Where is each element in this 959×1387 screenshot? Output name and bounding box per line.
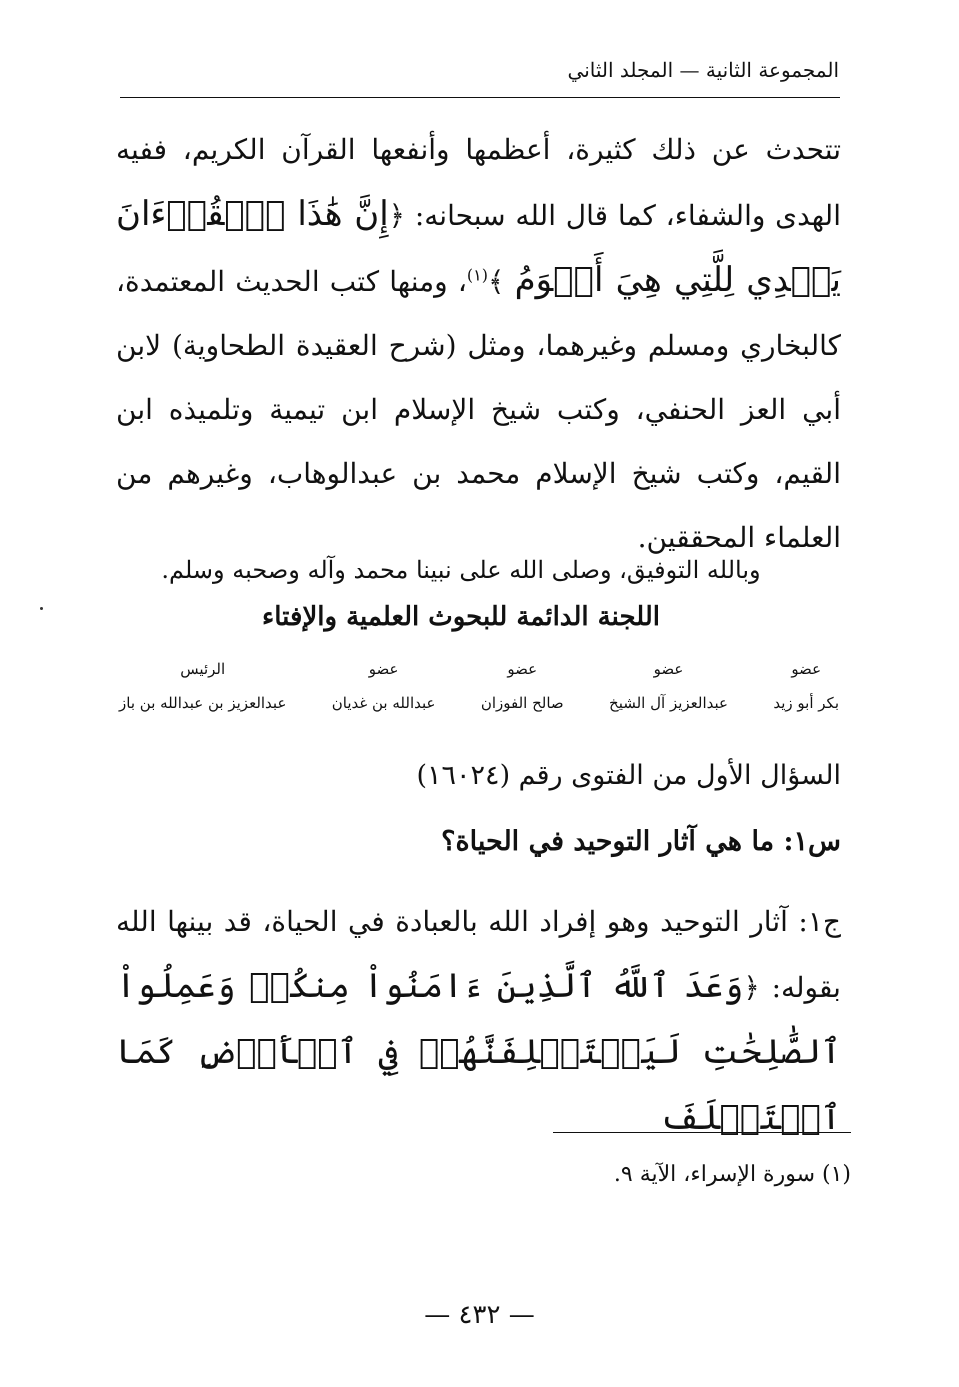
signatory-name: عبدالعزيز آل الشيخ	[609, 694, 728, 712]
closing-line: وبالله التوفيق، وصلى الله على نبينا محمد وآله وصحبه وسلم.	[161, 556, 761, 584]
body-text-after-quote: ، ومنها كتب الحديث المعتمدة، كالبخاري ومسلم وغيرهما، ومثل (شرح العقيدة الطحاوية) لابن أبي العز الحنفي، وكتب شيخ الإسلام ابن تيمية وتلميذه ابن القيم، وكتب شيخ الإسلام محمد بن عبدالوهاب، وغيرهم من العلماء المحققين.	[116, 265, 842, 554]
signatory-role: عضو	[368, 660, 399, 678]
question-text: س١: ما هي آثار التوحيد في الحياة؟	[441, 826, 841, 857]
signatory-president	[119, 652, 286, 720]
quran-verse-1: إِنَّ هَٰذَا ٱلۡقُرۡءَانَ يَهۡدِي لِلَّتِي هِيَ أَقۡوَمُ	[116, 194, 841, 300]
scan-speck	[40, 607, 43, 610]
signatory-name: بكر أبو زيد	[773, 694, 839, 712]
signatory-role: عضو	[507, 660, 538, 678]
signatory	[481, 652, 564, 720]
footnote-rule	[553, 1132, 851, 1133]
signatory	[773, 652, 839, 720]
footnote: (١) سورة الإسراء، الآية ٩.	[613, 1162, 851, 1187]
body-paragraph	[116, 118, 841, 570]
page-number: — ٤٣٢ —	[424, 1300, 535, 1330]
answer-paragraph	[116, 890, 841, 1152]
quran-verse-2: وَعَدَ ٱللَّهُ ٱلَّذِينَ ءَامَنُواْ مِنكُمۡ وَعَمِلُواْ ٱلصَّٰلِحَٰتِ لَيَسۡتَخۡلِفَنَّهُمۡ فِي ٱلۡأَرۡضِ كَمَا ٱسۡتَخۡلَفَ	[116, 966, 841, 1138]
signatory-role: عضو	[653, 660, 684, 678]
quote-close: ﴾	[488, 265, 505, 298]
signatory-name: صالح الفوزان	[480, 694, 564, 712]
running-title: المجموعة الثانية — المجلد الثاني	[567, 58, 839, 82]
committee-title: اللجنة الدائمة للبحوث العلمية والإفتاء	[262, 602, 660, 632]
signatory-role: الرئيس	[180, 660, 226, 678]
signatory	[609, 652, 728, 720]
signatory-name: عبدالعزيز بن عبدالله بن باز	[119, 694, 287, 712]
answer-text: ج١: آثار التوحيد وهو إفراد الله بالعبادة في الحياة، قد بينها الله بقوله: ﴿	[116, 905, 841, 1004]
fatwa-question-heading: السؤال الأول من الفتوى رقم (١٦٠٢٤)	[416, 760, 841, 791]
signatories	[119, 652, 839, 720]
signatory-role: عضو	[791, 660, 822, 678]
signatory-name: عبدالله بن غديان	[331, 694, 436, 712]
body-text-before-quote: تتحدث عن ذلك كثيرة، أعظمها وأنفعها القرآن الكريم، ففيه الهدى والشفاء، كما قال الله سبحانه: ﴿	[116, 133, 841, 232]
header-rule	[120, 97, 840, 98]
footnote-ref: (١)	[466, 265, 488, 285]
signatory	[332, 652, 436, 720]
